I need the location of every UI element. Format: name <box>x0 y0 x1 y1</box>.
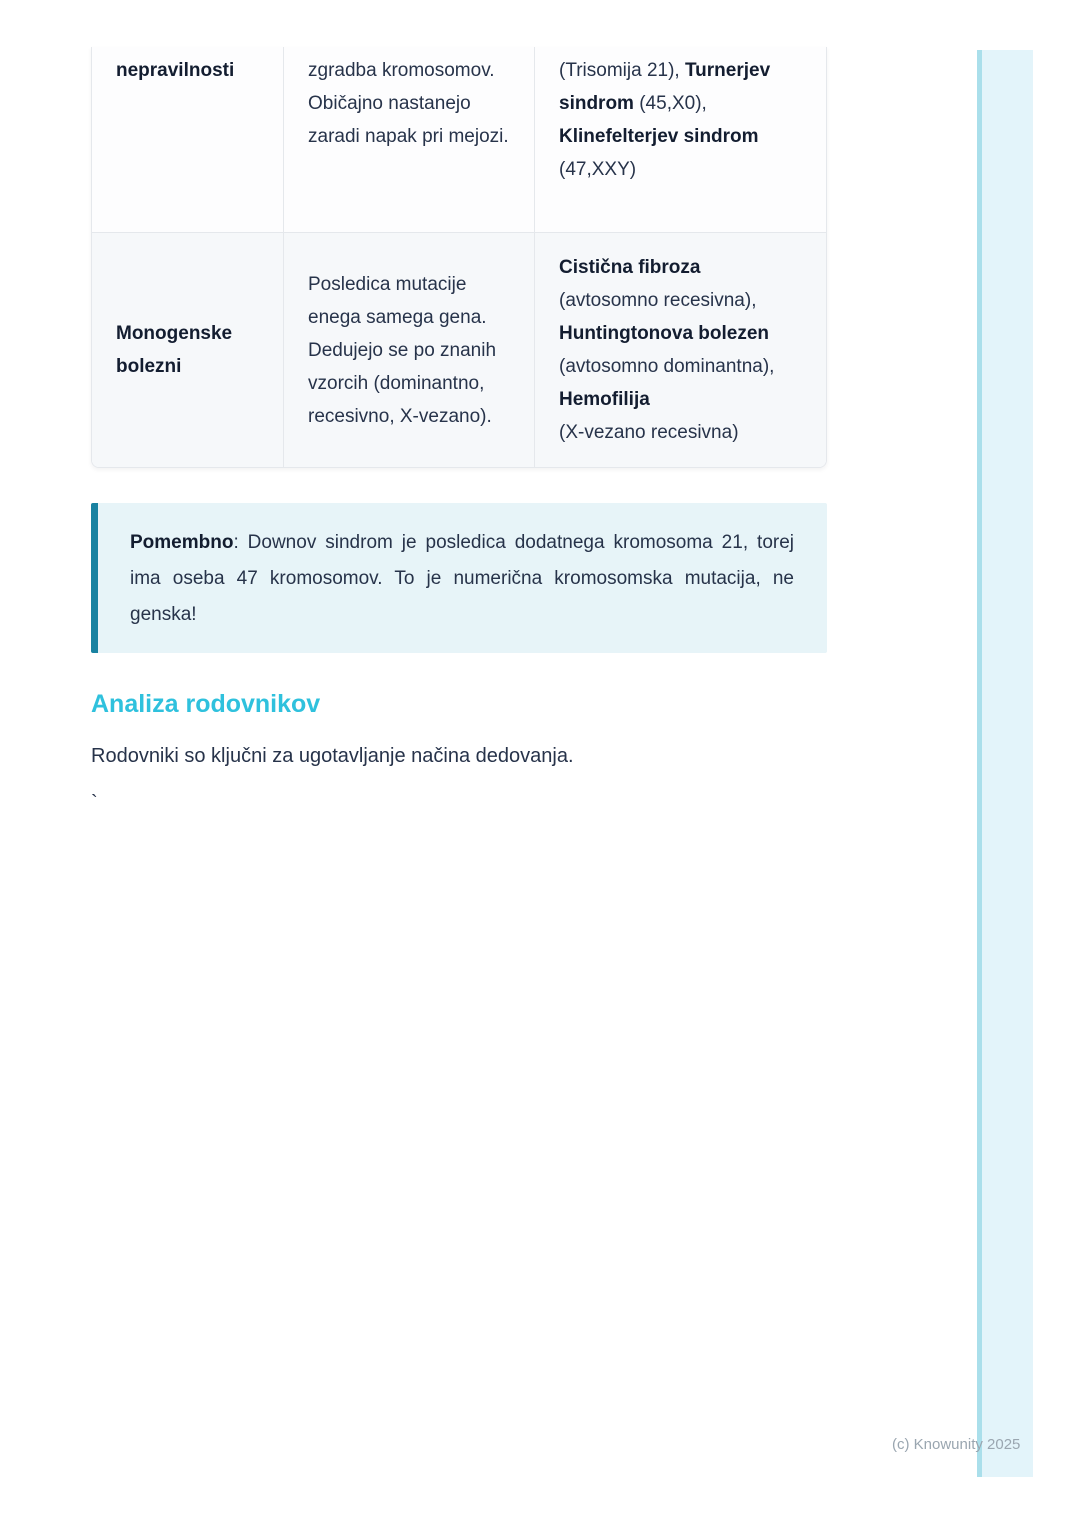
section-paragraph: Rodovniki so ključni za ugotavljanje načina dedovanja. <box>91 745 574 767</box>
table-cell-examples: Cistična fibroza (avtosomno recesivna), Huntingtonova bolezen (avtosomno dominantna), Hemofilija (X-vezano recesivna) <box>534 232 827 467</box>
important-callout: Pomembno: Downov sindrom je posledica dodatnega kromosoma 21, torej ima oseba 47 kromosomov. To je numerična kromosomska mutacija, ne genska! <box>91 503 827 653</box>
genetics-table <box>91 47 827 468</box>
footer-credit: (c) Knowunity 2025 <box>892 1436 1021 1453</box>
page-side-bar <box>977 50 1033 1477</box>
table-cell-examples: (Trisomija 21), Turnerjev sindrom (45,X0), Klinefelterjev sindrom (47,XXY) <box>534 47 827 232</box>
section-heading: Analiza rodovnikov <box>91 690 321 718</box>
table-cell-term: nepravilnosti <box>116 60 235 81</box>
table-cell-term: Monogenske bolezni <box>92 232 283 467</box>
stray-backtick-character: ` <box>91 792 98 814</box>
table-cell-description: zgradba kromosomov. Običajno nastanejo zaradi napak pri mejozi. <box>283 47 534 232</box>
table-cell-description: Posledica mutacije enega samega gena. Dedujejo se po znanih vzorcih (dominantno, recesivno, X-vezano). <box>283 232 534 467</box>
